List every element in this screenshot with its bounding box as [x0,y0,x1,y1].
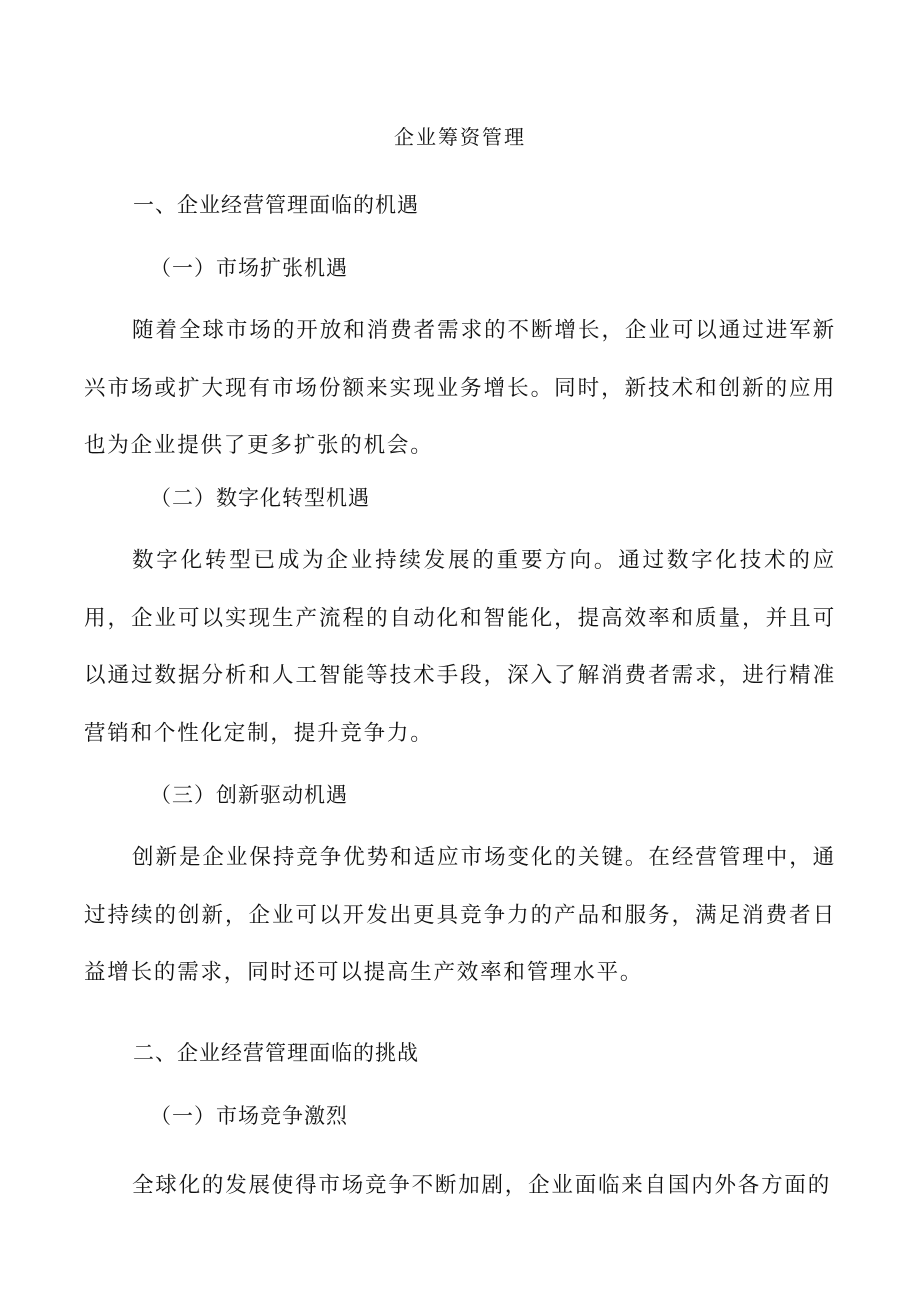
paragraph-1-3: 创新是企业保持竞争优势和适应市场变化的关键。在经营管理中，通过持续的创新，企业可以开发出更具竞争力的产品和服务，满足消费者日益增长的需求，同时还可以提高生产效率和管理水平。 [84,845,836,985]
subsection-heading-1-2: （二）数字化转型机遇 [150,486,370,510]
subsection-heading-2-1: （一）市场竞争激烈 [150,1104,348,1128]
subsection-heading-1-1: （一）市场扩张机遇 [150,256,348,280]
paragraph-1-2: 数字化转型已成为企业持续发展的重要方向。通过数字化技术的应用，企业可以实现生产流程的自动化和智能化，提高效率和质量，并且可以通过数据分析和人工智能等技术手段，深入了解消费者需求，进行精准营销和个性化定制，提升竞争力。 [84,548,836,746]
paragraph-2-1: 全球化的发展使得市场竞争不断加剧，企业面临来自国内外各方面的 [132,1173,832,1198]
document-title: 企业筹资管理 [394,125,526,149]
section-heading-1: 一、企业经营管理面临的机遇 [133,193,419,217]
subsection-heading-1-3: （三）创新驱动机遇 [150,783,348,807]
paragraph-1-1: 随着全球市场的开放和消费者需求的不断增长，企业可以通过进军新兴市场或扩大现有市场份额来实现业务增长。同时，新技术和创新的应用也为企业提供了更多扩张的机会。 [84,318,836,458]
section-heading-2: 二、企业经营管理面临的挑战 [133,1041,419,1065]
